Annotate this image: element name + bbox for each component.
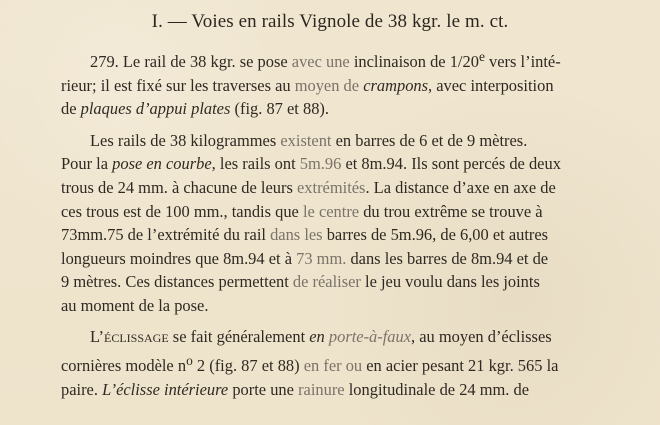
- italic-text-run: pose en courbe: [112, 154, 212, 174]
- faded-italic-text-run: porte-à-faux: [328, 327, 412, 347]
- text-run: du trou extrême se trouve à: [363, 201, 543, 221]
- italic-text-run: plaques d’appui plates: [80, 99, 231, 119]
- text-run: ces trous est de 100 mm., tandis que: [61, 201, 299, 221]
- text-run: 9 mètres. Ces distances permettent: [61, 272, 289, 292]
- paragraph-eclissage: [61, 325, 606, 401]
- text-run: en barres de 6 et de 9 mètres.: [335, 130, 528, 150]
- text-run: longueurs moindres que 8m.94 et à: [61, 248, 292, 268]
- text-run: se fait généralement: [172, 327, 306, 347]
- text-run: barres de 5m.96, de 6,00 et autres: [326, 225, 549, 245]
- paragraph-rail-lengths-line-1: [61, 129, 606, 153]
- text-run: 73mm.75 de l’extrémité du rail: [61, 225, 266, 245]
- faded-text-run: en fer ou: [303, 356, 363, 376]
- text-run: au moment de la pose.: [61, 295, 209, 315]
- faded-text-run: rainure: [298, 379, 345, 399]
- text-run: , les rails ont: [211, 154, 296, 174]
- text-run: porte une: [232, 379, 294, 399]
- text-run: . La distance d’axe en axe de: [365, 177, 556, 197]
- text-run: (fig. 87 et 88).: [234, 99, 329, 119]
- text-run: et 8m.94. Ils sont percés de deux: [345, 154, 561, 174]
- text-run: en acier pesant 21 kgr. 565 la: [366, 356, 559, 376]
- text-run: , au moyen d’éclisses: [411, 327, 552, 347]
- paragraph-eclissage-line-2: [61, 349, 606, 378]
- paragraph-279-line-1: [61, 45, 606, 74]
- paragraph-rail-lengths-line-3: [61, 176, 606, 200]
- faded-text-run: le centre: [302, 201, 360, 221]
- faded-text-run: avec une: [291, 52, 350, 72]
- paragraph-279-line-3: [61, 97, 606, 121]
- paragraph-rail-lengths-line-5: [61, 223, 606, 247]
- text-run: Pour la: [61, 154, 109, 174]
- paragraph-rail-lengths-line-2: [61, 152, 606, 176]
- paragraph-rail-lengths-line-4: [61, 200, 606, 224]
- paragraph-eclissage-line-1: [61, 325, 606, 349]
- text-run: Les rails de 38 kilogrammes: [90, 130, 277, 150]
- text-run: inclinaison de 1/20: [353, 52, 479, 72]
- text-run: vers l’inté-: [489, 52, 561, 72]
- smallcaps-text-run: L’éclissage: [90, 327, 169, 347]
- italic-text-run: crampons: [363, 75, 429, 95]
- text-run: longitudinale de 24 mm. de: [348, 379, 530, 399]
- text-run: 2 (fig. 87 et 88): [196, 356, 300, 376]
- text-run: paire.: [61, 379, 98, 399]
- paragraph-rail-lengths-line-7: [61, 270, 606, 294]
- faded-text-run: de réaliser: [292, 272, 361, 292]
- superscript: o: [186, 353, 193, 368]
- text-run: rieur; il est fixé sur les traverses au: [61, 75, 291, 95]
- paragraph-eclissage-line-3: [61, 378, 606, 402]
- text-run: le jeu voulu dans les joints: [365, 272, 540, 292]
- faded-text-run: dans les: [270, 225, 323, 245]
- text-run: , avec interposition: [428, 75, 554, 95]
- faded-text-run: 5m.96: [299, 154, 342, 174]
- italic-text-run: en: [309, 327, 325, 347]
- text-run: dans les barres de 8m.94 et de: [350, 248, 549, 268]
- paragraph-rail-lengths-line-6: [61, 247, 606, 271]
- paragraph-rail-lengths-line-8: [61, 294, 606, 318]
- faded-text-run: extrémités: [296, 177, 366, 197]
- superscript: e: [478, 49, 485, 64]
- text-run: cornières modèle n: [61, 356, 187, 376]
- text-run: de: [61, 99, 77, 119]
- text-run: trous de 24 mm. à chacune de leurs: [61, 177, 293, 197]
- body-text: [61, 45, 606, 409]
- faded-text-run: existent: [280, 130, 332, 150]
- paragraph-279: [61, 45, 606, 121]
- paragraph-rail-lengths: [61, 129, 606, 317]
- text-run: 279. Le rail de 38 kgr. se pose: [90, 52, 288, 72]
- paragraph-279-line-2: [61, 74, 606, 98]
- section-title: I. — Voies en rails Vignole de 38 kgr. le m. ct.: [151, 11, 509, 32]
- faded-text-run: moyen de: [294, 75, 360, 95]
- faded-text-run: 73 mm.: [296, 248, 347, 268]
- italic-text-run: L’éclisse intérieure: [102, 379, 229, 399]
